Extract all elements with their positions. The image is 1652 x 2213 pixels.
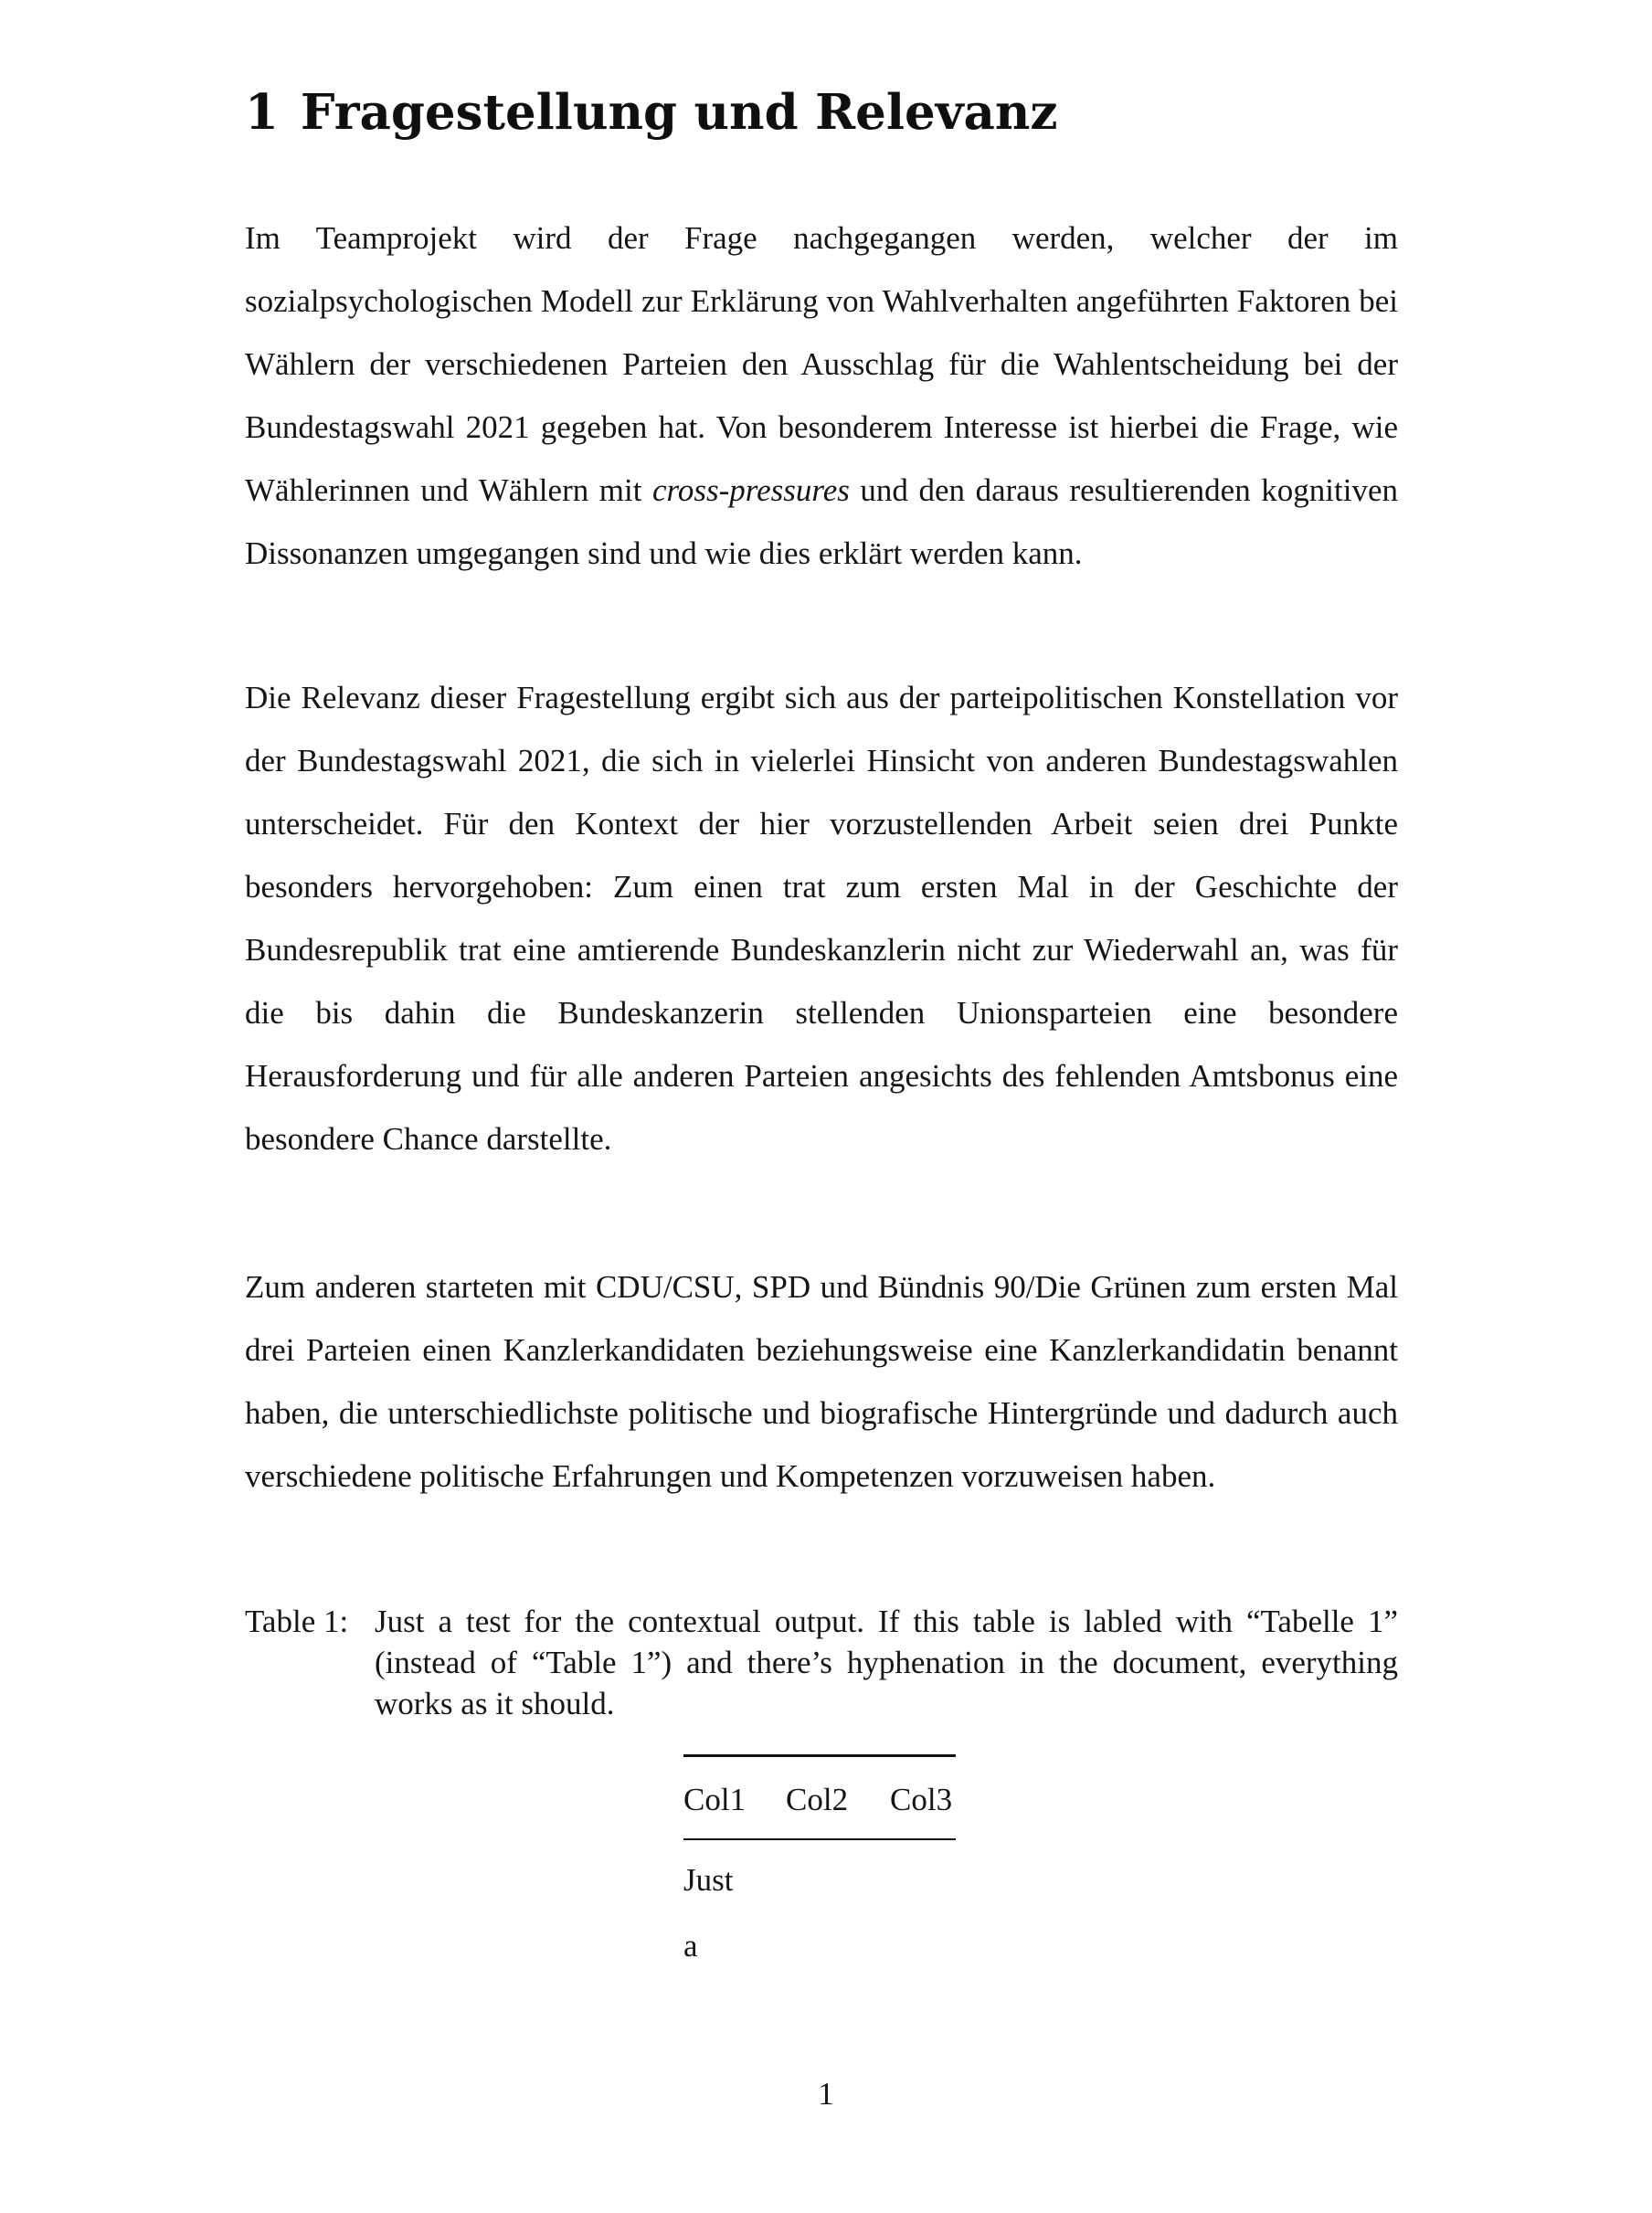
column-header-col1: Col1 [683, 1782, 747, 1817]
paragraph-question-text-end: und den daraus resultierenden kognitiven Dissonanzen umgegangen sind und wie dies erklärt werden kann. [245, 472, 1398, 571]
column-header-col3: Col3 [890, 1782, 953, 1817]
table-caption-text: Just a test for the contextual output. If this table is labled with “Tabelle 1” (instead of “Table 1”) and there’s hyphenation in the document, everything works as it should. [375, 1604, 1398, 1721]
section-title: Fragestellung und Relevanz [300, 84, 1058, 141]
table-cell: Just [683, 1862, 734, 1898]
column-header-col2: Col2 [786, 1782, 849, 1817]
table-cell: a [683, 1928, 698, 1964]
table-header-rule [683, 1838, 956, 1840]
table-caption [245, 1601, 1398, 1724]
page-number: 1 [818, 2076, 834, 2112]
paragraph-question-text: Im Teamprojekt wird der Frage nachgegangen werden, welcher der im sozialpsychologischen Modell zur Erklärung von Wahlverhalten angeführten Faktoren bei Wählern der verschiedenen Parteien den Ausschlag für die Wahlentscheidung bei der Bundestagswahl 2021 gegeben hat. Von besonderem Interesse ist hierbei die Frage, wie Wählerinnen und Wählern mit [245, 220, 1398, 508]
table-top-rule [683, 1754, 956, 1757]
section-number: 1 [245, 84, 279, 141]
paragraph-relevance: Die Relevanz dieser Fragestellung ergibt sich aus der parteipolitischen Konstellation vor der Bundestagswahl 2021, die sich in vielerlei Hinsicht von anderen Bundestagswahlen unterscheidet. Für den Kontext der hier vorzustellenden Arbeit seien drei Punkte besonders hervorgehoben: Zum einen trat zum ersten Mal in der Geschichte der Bundesrepublik trat eine amtierende Bundeskanzlerin nicht zur Wiederwahl an, was für die bis dahin die Bundeskanzerin stellenden Unionsparteien eine besondere Herausforderung und für alle anderen Parteien angesichts des fehlenden Amtsbonus eine besondere Chance darstellte. [245, 680, 1398, 1157]
section-heading [245, 82, 1057, 143]
paragraph-candidates: Zum anderen starteten mit CDU/CSU, SPD und Bündnis 90/Die Grünen zum ersten Mal drei Parteien einen Kanzlerkandidaten beziehungsweise eine Kanzlerkandidatin benannt haben, die unterschiedlichste politische und biografische Hintergründe und dadurch auch verschiedene politische Erfahrungen und Kompetenzen vorzuweisen haben. [245, 1269, 1398, 1494]
paragraph-question [245, 206, 1398, 585]
emphasis-cross-pressures: cross-pressures [652, 472, 850, 508]
table-caption-label: Table 1: [245, 1604, 349, 1639]
